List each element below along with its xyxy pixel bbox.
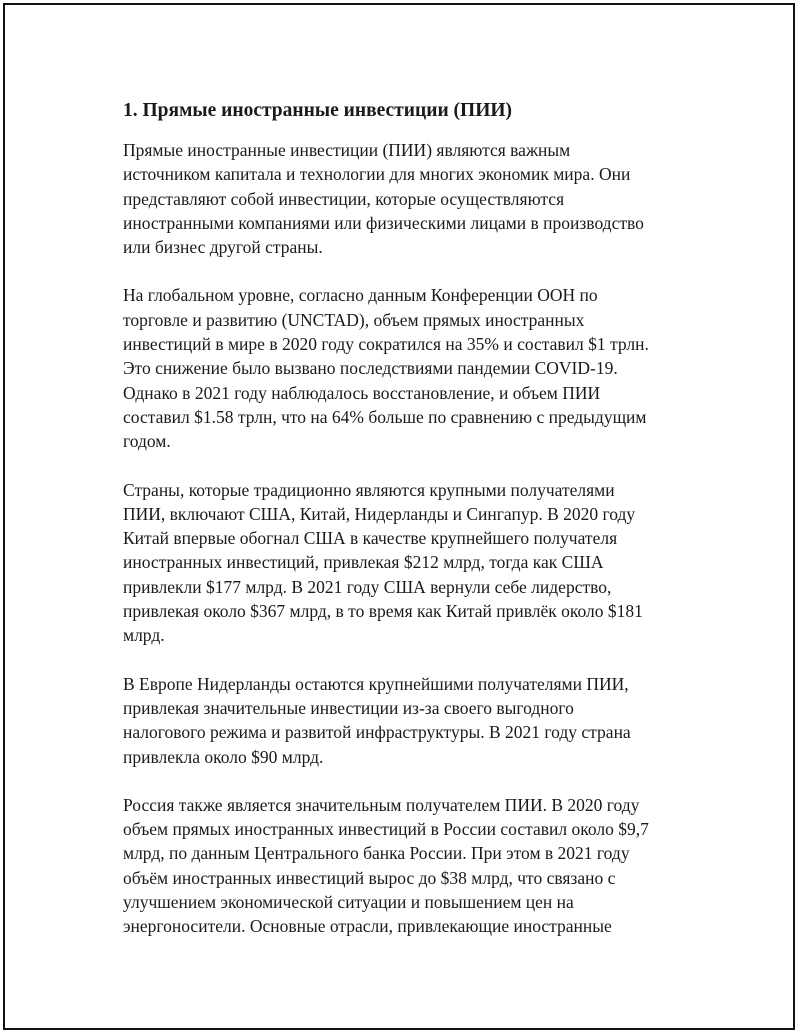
text-line: привлекли $177 млрд. В 2021 году США вернули себе лидерство, [123,576,612,597]
paragraph-global-level [123,283,693,453]
text-line: Страны, которые традиционно являются крупными получателями [123,479,615,500]
text-line: иностранных инвестиций, привлекая $212 млрд, тогда как США [123,552,604,573]
text-line: инвестиций в мире в 2020 году сократился на 35% и составил $1 трлн. [123,334,649,355]
paragraph-recipient-countries [123,478,693,648]
text-line: улучшением экономической ситуации и повышением цен на [123,892,574,913]
text-line: привлекла около $90 млрд. [123,746,324,767]
text-line: торговле и развитию (UNCTAD), объем прямых иностранных [123,309,585,330]
paragraph-fdi-definition [123,138,693,259]
text-line: привлекая значительные инвестиции из-за своего выгодного [123,697,574,718]
paragraph-europe [123,672,693,769]
text-line: составил $1.58 трлн, что на 64% больше по сравнению с предыдущим [123,406,647,427]
paragraph-russia [123,793,693,939]
text-line: иностранными компаниями или физическими лицами в производство [123,212,644,233]
section-heading: 1. Прямые иностранные инвестиции (ПИИ) [123,100,513,121]
text-line: млрд, по данным Центрального банка России. При этом в 2021 году [123,843,630,864]
text-line: ПИИ, включают США, Китай, Нидерланды и Сингапур. В 2020 году [123,503,636,524]
text-line: Это снижение было вызвано последствиями пандемии COVID-19. [123,358,618,379]
text-line: налогового режима и развитой инфраструктуры. В 2021 году страна [123,722,631,743]
text-line: Китай впервые обогнал США в качестве крупнейшего получателя [123,528,618,549]
text-line: годом. [123,431,171,452]
text-line: На глобальном уровне, согласно данным Конференции ООН по [123,285,598,306]
text-line: источником капитала и технологии для многих экономик мира. Они [123,164,631,185]
document-body [123,97,693,963]
text-line: Россия также является значительным получателем ПИИ. В 2020 году [123,794,640,815]
text-line: или бизнес другой страны. [123,237,323,258]
text-line: В Европе Нидерланды остаются крупнейшими получателями ПИИ, [123,673,629,694]
text-line: привлекая около $367 млрд, в то время как Китай привлёк около $181 [123,601,643,622]
text-line: объём иностранных инвестиций вырос до $38 млрд, что связано с [123,867,616,888]
text-line: Однако в 2021 году наблюдалось восстановление, и объем ПИИ [123,382,601,403]
text-line: представляют собой инвестиции, которые осуществляются [123,188,565,209]
text-line: млрд. [123,625,165,646]
text-line: объем прямых иностранных инвестиций в России составил около $9,7 [123,819,649,840]
page-frame [3,3,795,1030]
text-line: энергоносители. Основные отрасли, привлекающие иностранные [123,916,612,937]
text-line: Прямые иностранные инвестиции (ПИИ) являются важным [123,140,571,160]
